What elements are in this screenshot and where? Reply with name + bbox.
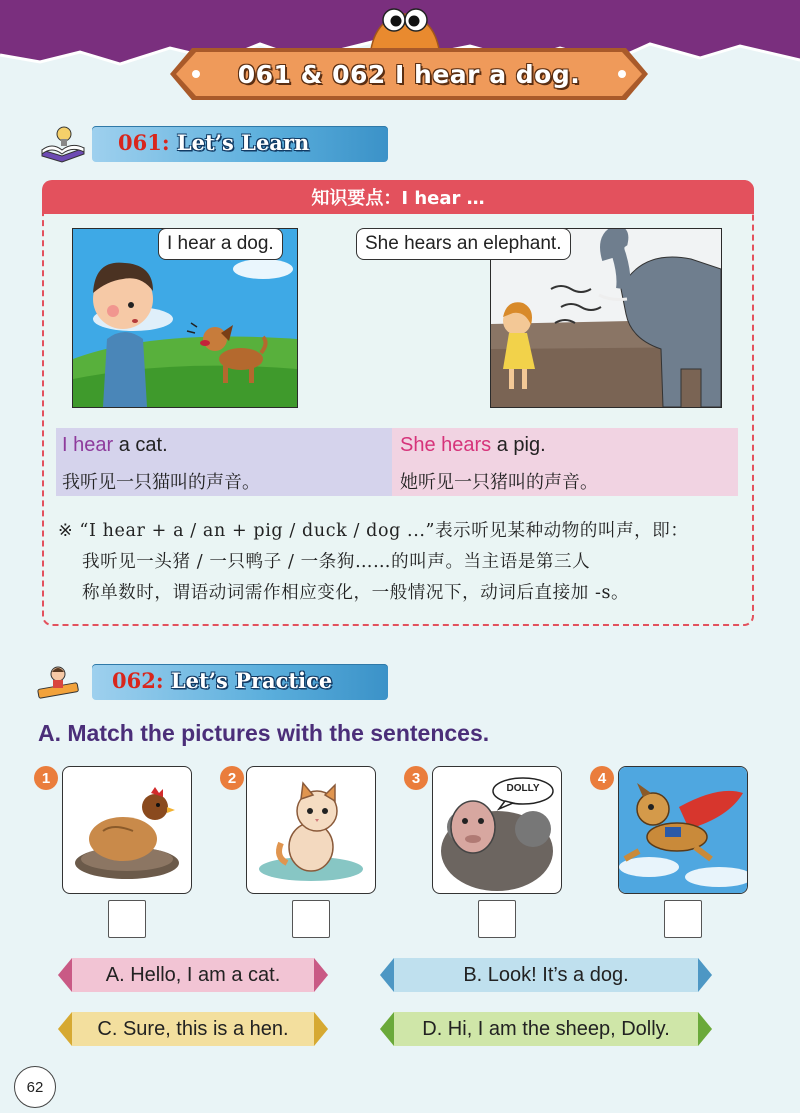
- flying-dog-icon: [619, 767, 747, 893]
- picture-cat: [246, 766, 376, 894]
- exercise-instruction: A. Match the pictures with the sentences.: [38, 720, 490, 746]
- cat-icon: [247, 767, 375, 893]
- item-number-3: 3: [404, 766, 428, 790]
- page-title: 061 & 062 I hear a dog.: [237, 59, 581, 89]
- pencil-kid-icon: [34, 662, 88, 702]
- grammar-note: [58, 516, 748, 609]
- item-number-4: 4: [590, 766, 614, 790]
- option-b[interactable]: B. Look! It’s a dog.: [463, 963, 629, 986]
- example-translation-left: 我听见一只猫叫的声音。: [62, 472, 260, 493]
- example-rest-left: a cat.: [113, 434, 168, 456]
- knowledge-point-header: 知识要点：I hear …: [42, 180, 754, 214]
- example-cell-left: [56, 428, 392, 496]
- note-mark: ※: [58, 521, 74, 541]
- example-sentence-left: [62, 434, 168, 457]
- example-highlight-left: I hear: [62, 434, 114, 456]
- option-a[interactable]: A. Hello, I am a cat.: [105, 963, 281, 986]
- example-highlight-right: She hears: [400, 434, 492, 456]
- answer-box-2[interactable]: [292, 900, 330, 938]
- grammar-note-line-2: 我听见一头猪 / 一只鸭子 / 一条狗……的叫声。当主语是第三人: [82, 552, 591, 572]
- learn-section-number: 061:: [118, 130, 170, 155]
- example-sentence-right: [400, 434, 546, 457]
- learn-section-name: Let’s Learn: [169, 130, 310, 155]
- option-d[interactable]: D. Hi, I am the sheep, Dolly.: [422, 1017, 670, 1040]
- item-number-1: 1: [34, 766, 58, 790]
- picture-dog: [618, 766, 748, 894]
- picture-sheep: [432, 766, 562, 894]
- note-line-1-text: “I hear + a / an + pig / duck / dog ...”表示听见某种动物的叫声，即：: [73, 521, 689, 541]
- grammar-note-line-1: [58, 516, 748, 547]
- answer-box-1[interactable]: [108, 900, 146, 938]
- answer-box-4[interactable]: [664, 900, 702, 938]
- speech-bubble-right: She hears an elephant.: [356, 228, 571, 260]
- practice-section-name: Let’s Practice: [163, 668, 333, 693]
- practice-section-number: 062:: [112, 668, 164, 693]
- speech-bubble-left: I hear a dog.: [158, 228, 283, 260]
- picture-hen: [62, 766, 192, 894]
- hen-icon: [63, 767, 191, 893]
- option-c[interactable]: C. Sure, this is a hen.: [97, 1017, 289, 1040]
- item-number-2: 2: [220, 766, 244, 790]
- practice-section-title: [112, 668, 332, 693]
- page-number: 62: [14, 1066, 56, 1108]
- open-book-icon: [38, 124, 88, 164]
- answer-box-3[interactable]: [478, 900, 516, 938]
- sheep-sign-label: DOLLY: [506, 783, 540, 794]
- example-cell-right: [392, 428, 738, 496]
- example-translation-right: 她听见一只猪叫的声音。: [400, 472, 598, 493]
- learn-section-title: [118, 130, 309, 155]
- example-rest-right: a pig.: [491, 434, 546, 456]
- grammar-note-line-3: 称单数时，谓语动词需作相应变化，一般情况下，动词后直接加 -s。: [82, 583, 630, 603]
